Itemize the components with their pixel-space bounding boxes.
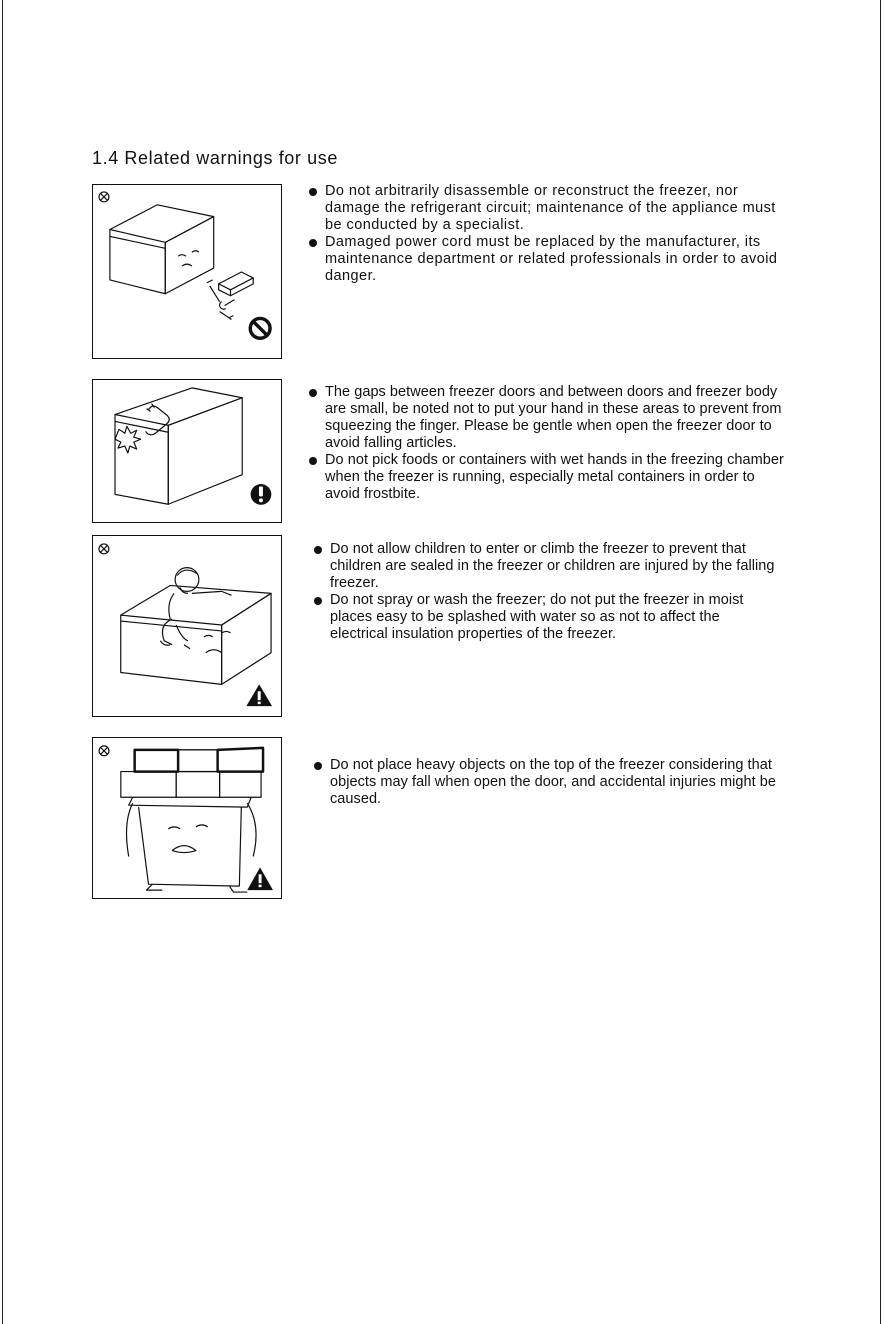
- hand-pinched-in-door-icon: [93, 380, 281, 522]
- warning-item: Do not place heavy objects on the top of the freezer considering that objects may fall when open the door, and accidental injuries might be caused.: [313, 757, 778, 808]
- warning-list-disassembly: [308, 183, 783, 285]
- figure-disassembly: [92, 184, 282, 359]
- figure-hand-pinch: [92, 379, 282, 523]
- warning-list-heavy-objects: [313, 757, 778, 808]
- warning-item: Do not pick foods or containers with wet hands in the freezing chamber when the freezer is running, especially metal containers in order to avoid frostbite.: [308, 452, 793, 503]
- child-climbing-freezer-icon: [93, 536, 281, 716]
- figure-heavy-objects: [92, 737, 282, 899]
- warning-item: Do not arbitrarily disassemble or reconstruct the freezer, nor damage the refrigerant circuit; maintenance of the appliance must be conducted by a specialist.: [308, 183, 783, 234]
- warning-item: Damaged power cord must be replaced by the manufacturer, its maintenance department or related professionals in order to avoid danger.: [308, 234, 783, 285]
- figure-child-climbing: [92, 535, 282, 717]
- warning-item: Do not spray or wash the freezer; do not put the freezer in moist places easy to be splashed with water so as not to affect the electrical insulation properties of the freezer.: [313, 592, 778, 643]
- warning-item: Do not allow children to enter or climb the freezer to prevent that children are sealed in the freezer or children are injured by the falling freezer.: [313, 541, 778, 592]
- heavy-boxes-on-freezer-icon: [93, 738, 281, 898]
- section-title: 1.4 Related warnings for use: [92, 148, 338, 168]
- warning-list-child: [313, 541, 778, 643]
- page-edge-right: [880, 0, 881, 1324]
- page-edge-left: [2, 0, 3, 1324]
- warning-list-hand-pinch: [308, 384, 793, 503]
- warning-item: The gaps between freezer doors and between doors and freezer body are small, be noted not to put your hand in these areas to prevent from squeezing the finger. Please be gentle when open the freezer door to avoid falling articles.: [308, 384, 793, 452]
- wrench-and-tools-prohibited-icon: [93, 185, 281, 358]
